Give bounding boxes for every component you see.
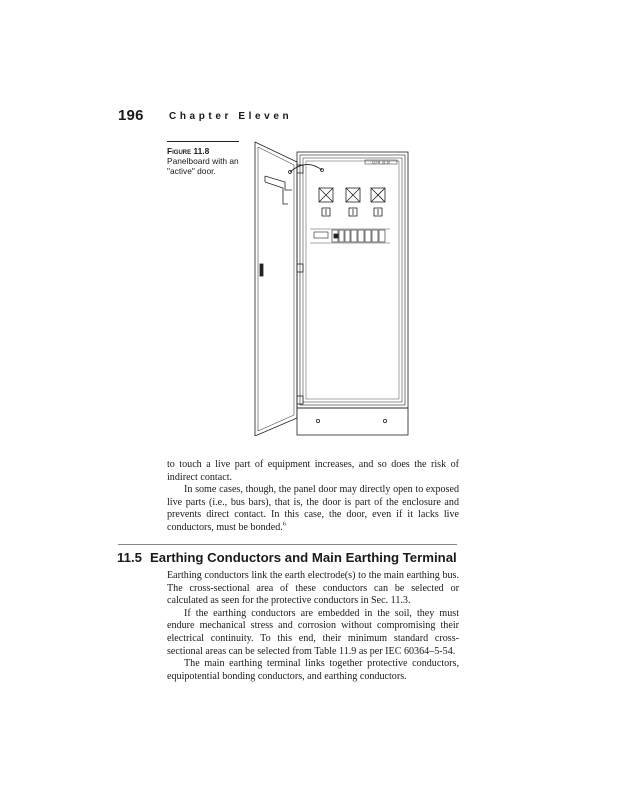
- paragraph: Earthing conductors link the earth electrode(s) to the main earthing bus. The cross-sectional area of these conductors can be selected or calculated as seen for the protective conductors in Sec. 11.3.: [167, 570, 459, 607]
- section-number: 11.5: [117, 550, 142, 565]
- figure-caption: [167, 146, 263, 176]
- panelboard-drawing: [250, 140, 415, 436]
- footnote-marker: 6: [282, 520, 287, 528]
- body-text-before-section: [167, 459, 459, 535]
- section-rule: [118, 544, 457, 545]
- page-number: 196: [118, 107, 144, 124]
- figure-caption-text: Panelboard with an "active" door.: [167, 156, 239, 176]
- drawing-label-strip: CO-N. 31-10: [371, 160, 391, 165]
- paragraph: If the earthing conductors are embedded in the soil, they must endure mechanical stress and corrosion without compromising their electrical continuity. To this end, their minimum standard cross-sectional areas can be selected from Table 11.9 as per IEC 60364–5-54.: [167, 607, 459, 657]
- paragraph: to touch a live part of equipment increases, and so does the risk of indirect contact.: [167, 459, 459, 483]
- paragraph-text: In some cases, though, the panel door may directly open to exposed live parts (i.e., bus bars), that is, the door is part of the enclosure and prevents direct contact. In this case, the door, even if it lacks live conductors, must be bonded.: [167, 484, 459, 533]
- paragraph: The main earthing terminal links together protective conductors, equipotential bonding conductors, and earthing conductors.: [167, 658, 459, 682]
- running-header-chapter: Chapter Eleven: [169, 111, 293, 122]
- paragraph: [167, 484, 459, 534]
- figure-caption-rule: [167, 141, 239, 142]
- section-heading: [117, 550, 457, 565]
- figure-label: Figure 11.8: [167, 146, 210, 156]
- section-body-text: [167, 570, 459, 683]
- section-title: Earthing Conductors and Main Earthing Terminal: [149, 550, 457, 565]
